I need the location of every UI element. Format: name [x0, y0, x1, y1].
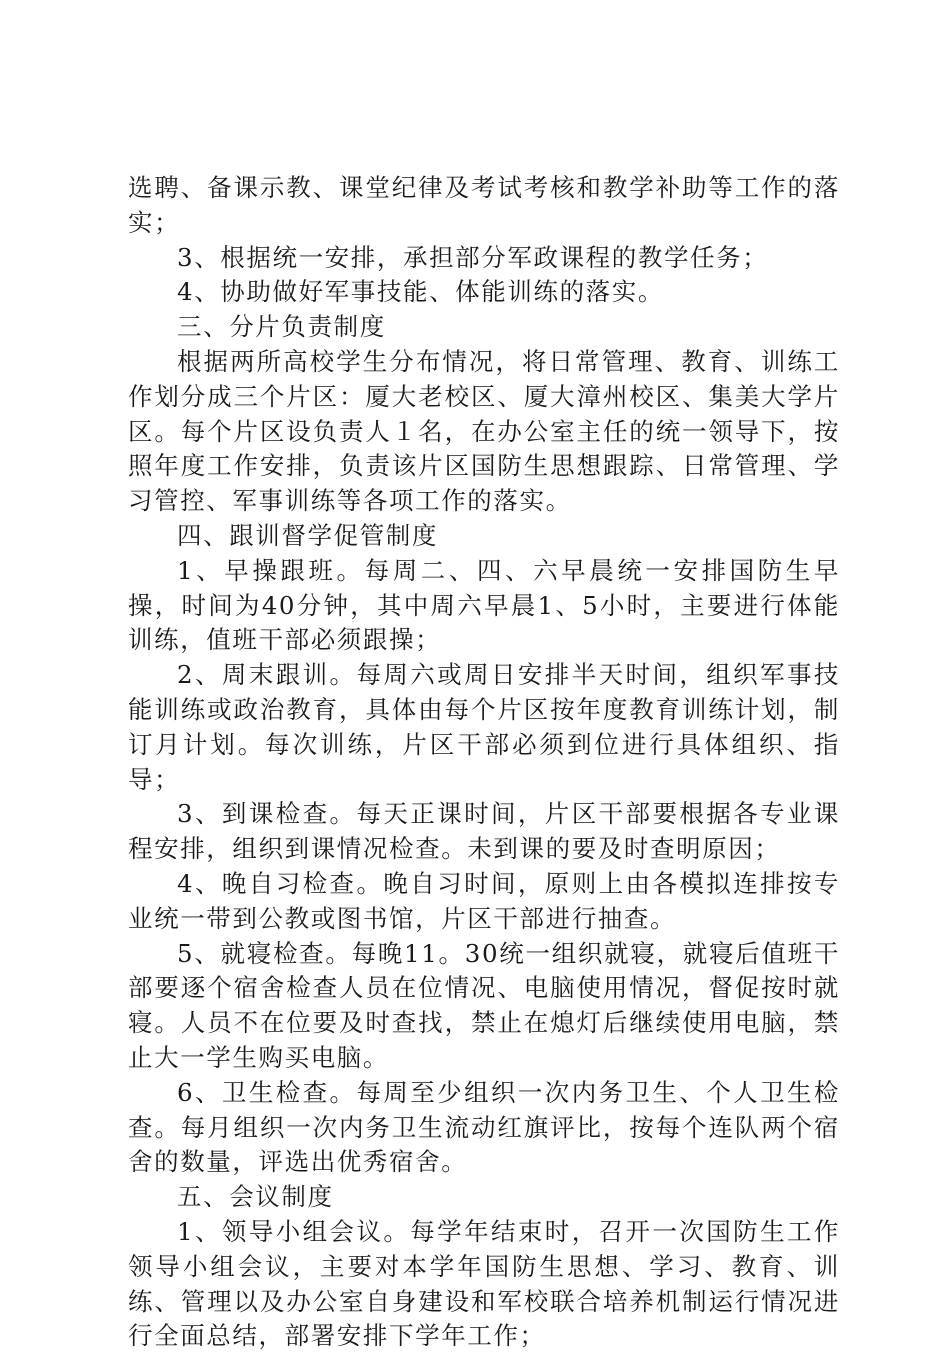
list-item-weekend-training: 2、周末跟训。每周六或周日安排半天时间，组织军事技能训练或政治教育，具体由每个片区按年度教育训练计划，制订月计划。每次训练，片区干部必须到位进行具体组织、指导；: [128, 660, 840, 794]
list-item-4: 4、协助做好军事技能、体能训练的落实。: [177, 277, 664, 307]
list-item-morning-drill: 1、早操跟班。每周二、四、六早晨统一安排国防生早操，时间为40分钟，其中周六早晨1、5小时，主要进行体能训练，值班干部必须跟操；: [128, 555, 840, 655]
section-heading-3: 三、分片负责制度: [177, 312, 386, 342]
section-heading-5: 五、会议制度: [177, 1182, 334, 1212]
paragraph-district-division: 根据两所高校学生分布情况，将日常管理、教育、训练工作划分成三个片区：厦大老校区、厦大漳州校区、集美大学片区。每个片区设负责人１名，在办公室主任的统一领导下，按照年度工作安排，负责该片区国防生思想跟踪、日常管理、学习管控、军事训练等各项工作的落实。: [128, 346, 840, 516]
list-item-bedtime-check: 5、就寝检查。每晚11。30统一组织就寝，就寝后值班干部要逐个宿舍检查人员在位情况、电脑使用情况，督促按时就寝。人员不在位要及时查找，禁止在熄灯后继续使用电脑，禁止大一学生购买电脑。: [128, 938, 840, 1072]
list-item-class-check: 3、到课检查。每天正课时间，片区干部要根据各专业课程安排，组织到课情况检查。未到课的要及时查明原因；: [128, 799, 840, 864]
paragraph-continuation: 选聘、备课示教、课堂纪律及考试考核和教学补助等工作的落实；: [128, 173, 840, 237]
section-heading-4: 四、跟训督学促管制度: [177, 520, 438, 550]
list-item-3: 3、根据统一安排，承担部分军政课程的教学任务；: [177, 242, 769, 272]
list-item-evening-study: 4、晚自习检查。晚自习时间，原则上由各模拟连排按专业统一带到公教或图书馆，片区干部进行抽查。: [128, 868, 840, 933]
list-item-hygiene-check: 6、卫生检查。每周至少组织一次内务卫生、个人卫生检查。每月组织一次内务卫生流动红旗评比，按每个连队两个宿舍的数量，评选出优秀宿舍。: [128, 1077, 840, 1177]
list-item-leadership-meeting: 1、领导小组会议。每学年结束时，召开一次国防生工作领导小组会议，主要对本学年国防生思想、学习、教育、训练、管理以及办公室自身建设和军校联合培养机制运行情况进行全面总结，部署安排下学年工作；: [128, 1216, 840, 1351]
document-body: [128, 171, 840, 1354]
